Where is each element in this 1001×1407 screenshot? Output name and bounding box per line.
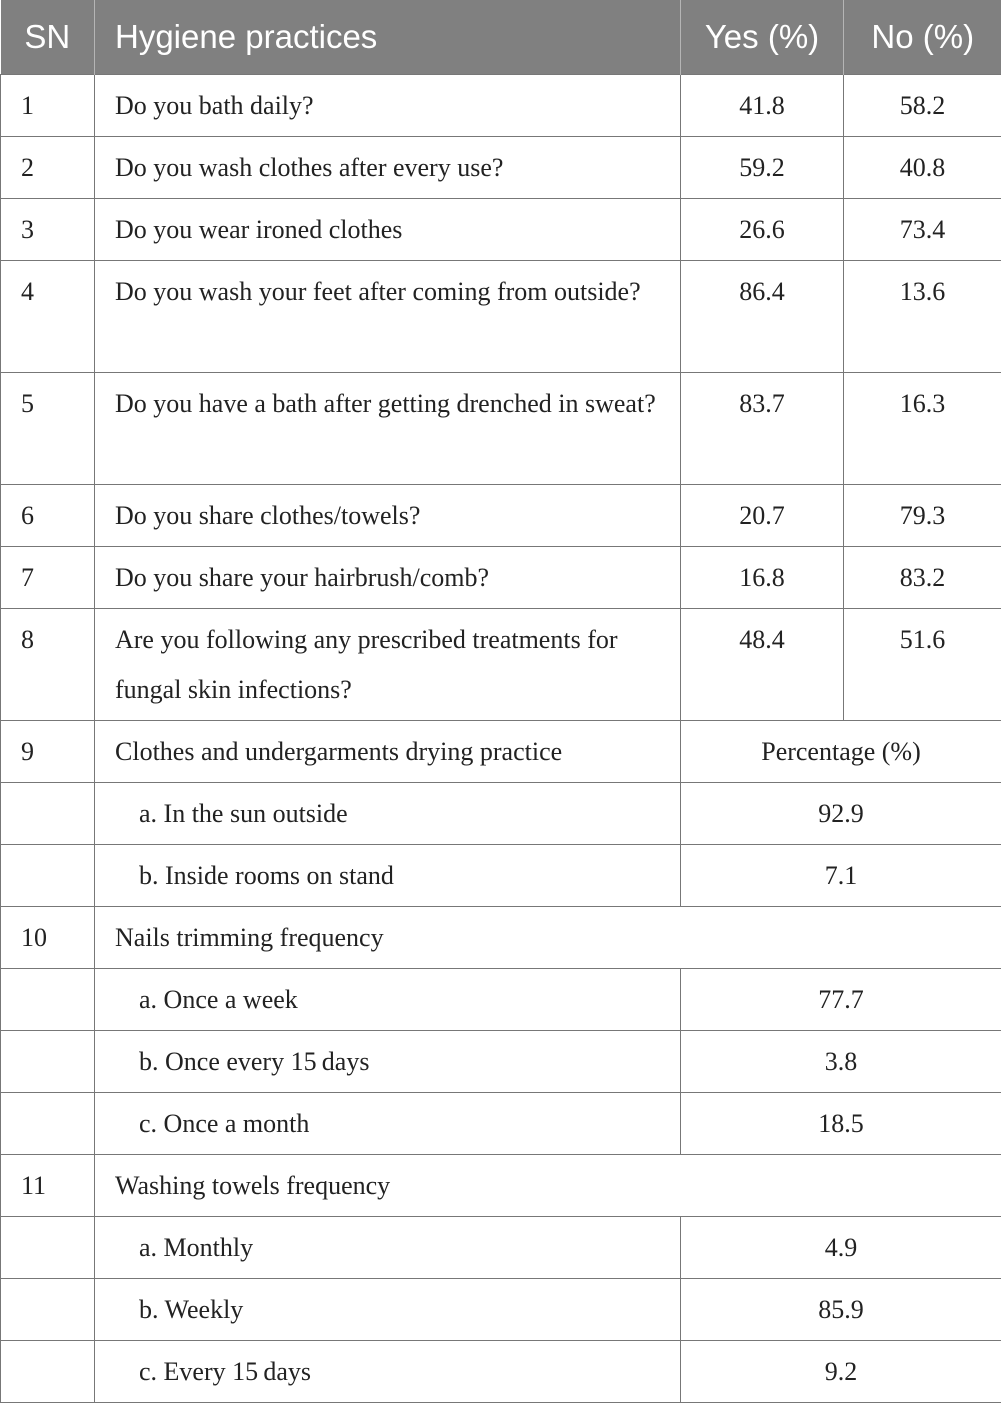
section-row-nails — [1, 906, 1001, 968]
row-sn: 2 — [1, 136, 95, 198]
sub-item-label: b. Weekly — [95, 1278, 681, 1340]
row-question: Do you wear ironed clothes — [95, 198, 681, 260]
sub-item-label: c. Once a month — [95, 1092, 681, 1154]
table-row — [1, 198, 1001, 260]
sub-item-label: a. In the sun outside — [95, 782, 681, 844]
table-row — [1, 1216, 1001, 1278]
row-yes: 59.2 — [681, 136, 844, 198]
table-row — [1, 136, 1001, 198]
table-row — [1, 844, 1001, 906]
row-question: Do you bath daily? — [95, 74, 681, 136]
table-row — [1, 1030, 1001, 1092]
row-no: 51.6 — [844, 608, 1001, 720]
row-question: Do you wash clothes after every use? — [95, 136, 681, 198]
table-row — [1, 608, 1001, 720]
sub-item-label: b. Inside rooms on stand — [95, 844, 681, 906]
section-title: Clothes and undergarments drying practice — [95, 720, 681, 782]
table-row — [1, 260, 1001, 372]
row-sn: 7 — [1, 546, 95, 608]
sub-item-value: 18.5 — [681, 1092, 1001, 1154]
sub-item-value: 4.9 — [681, 1216, 1001, 1278]
section-row-towels — [1, 1154, 1001, 1216]
table-row — [1, 1092, 1001, 1154]
sub-item-label: a. Monthly — [95, 1216, 681, 1278]
row-yes: 26.6 — [681, 198, 844, 260]
row-sn: 5 — [1, 372, 95, 484]
sub-item-label: b. Once every 15 days — [95, 1030, 681, 1092]
row-yes: 86.4 — [681, 260, 844, 372]
table-row — [1, 484, 1001, 546]
row-question: Do you have a bath after getting drenched in sweat? — [95, 372, 681, 484]
row-sn: 1 — [1, 74, 95, 136]
row-no: 40.8 — [844, 136, 1001, 198]
table-row — [1, 546, 1001, 608]
row-no: 16.3 — [844, 372, 1001, 484]
table-row — [1, 1278, 1001, 1340]
row-no: 13.6 — [844, 260, 1001, 372]
section-title: Nails trimming frequency — [95, 906, 681, 968]
header-practice: Hygiene practices — [95, 0, 681, 74]
row-sn: 4 — [1, 260, 95, 372]
sub-item-label: a. Once a week — [95, 968, 681, 1030]
sub-item-value: 85.9 — [681, 1278, 1001, 1340]
row-no: 79.3 — [844, 484, 1001, 546]
row-no: 83.2 — [844, 546, 1001, 608]
header-yes: Yes (%) — [681, 0, 844, 74]
sub-item-label: c. Every 15 days — [95, 1340, 681, 1402]
row-yes: 20.7 — [681, 484, 844, 546]
table-row — [1, 372, 1001, 484]
section-title: Washing towels frequency — [95, 1154, 681, 1216]
row-no: 73.4 — [844, 198, 1001, 260]
header-sn: SN — [1, 0, 95, 74]
row-yes: 16.8 — [681, 546, 844, 608]
row-question: Are you following any prescribed treatments for fungal skin infections? — [95, 608, 681, 720]
sub-item-value: 92.9 — [681, 782, 1001, 844]
row-sn: 10 — [1, 906, 95, 968]
table-row — [1, 968, 1001, 1030]
row-question: Do you share clothes/towels? — [95, 484, 681, 546]
sub-item-value: 77.7 — [681, 968, 1001, 1030]
section-row-drying — [1, 720, 1001, 782]
percentage-header: Percentage (%) — [681, 720, 1001, 782]
row-sn: 11 — [1, 1154, 95, 1216]
row-yes: 83.7 — [681, 372, 844, 484]
row-question: Do you wash your feet after coming from outside? — [95, 260, 681, 372]
sub-item-value: 7.1 — [681, 844, 1001, 906]
table-row — [1, 1340, 1001, 1402]
sub-item-value: 3.8 — [681, 1030, 1001, 1092]
sub-item-value: 9.2 — [681, 1340, 1001, 1402]
row-sn: 8 — [1, 608, 95, 720]
header-no: No (%) — [844, 0, 1001, 74]
table-row — [1, 74, 1001, 136]
table-header-row — [1, 0, 1001, 74]
row-sn: 6 — [1, 484, 95, 546]
row-no: 58.2 — [844, 74, 1001, 136]
row-yes: 48.4 — [681, 608, 844, 720]
table-row — [1, 782, 1001, 844]
row-question: Do you share your hairbrush/comb? — [95, 546, 681, 608]
row-sn: 9 — [1, 720, 95, 782]
row-yes: 41.8 — [681, 74, 844, 136]
row-sn: 3 — [1, 198, 95, 260]
